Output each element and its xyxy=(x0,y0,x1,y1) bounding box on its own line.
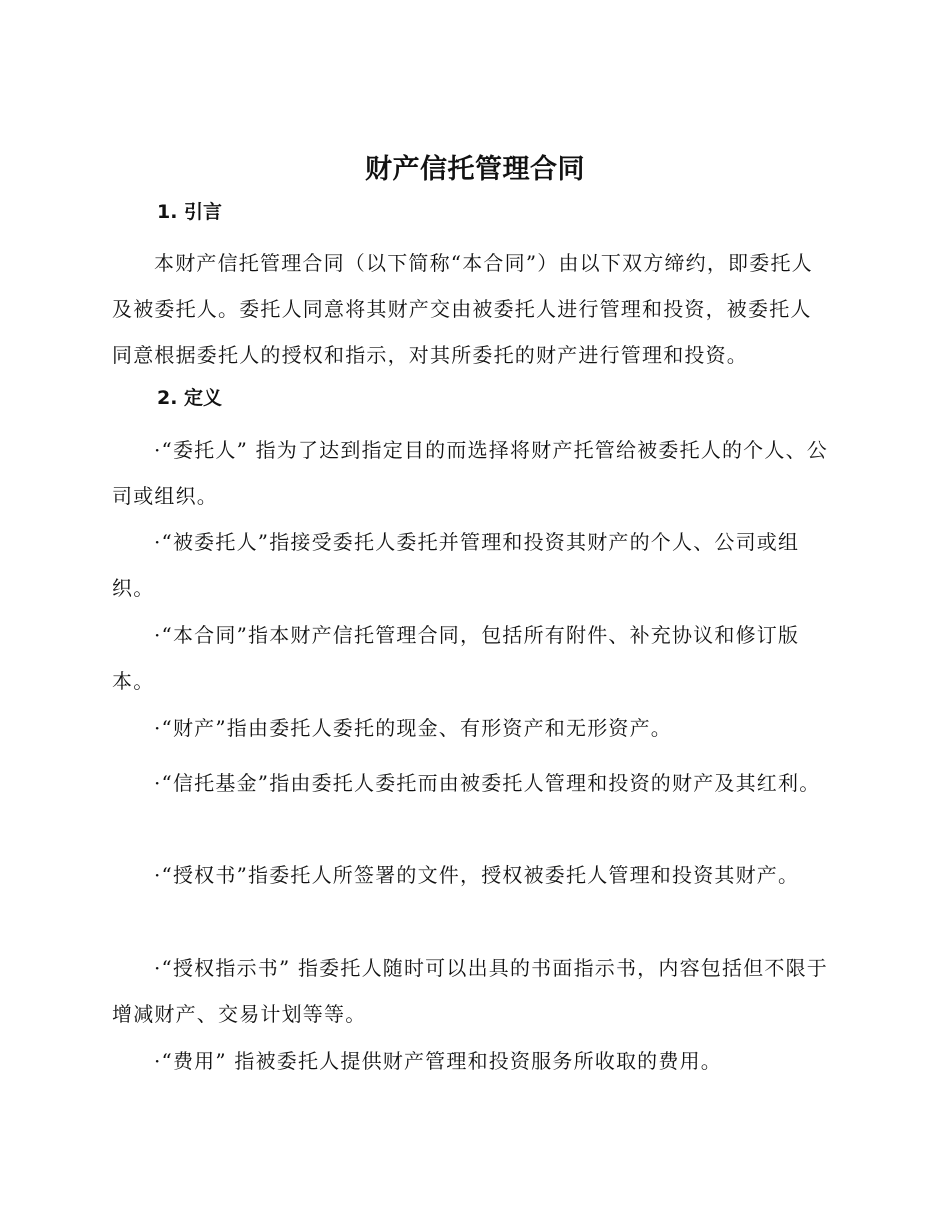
definition-item-instruction: ·“授权指示书” 指委托人随时可以出具的书面指示书，内容包括但不限于增减财产、交易计划等等。 xyxy=(112,956,828,1026)
definition-item-fees: ·“费用” 指被委托人提供财产管理和投资服务所收取的费用。 xyxy=(154,1049,722,1073)
introduction-paragraph: 本财产信托管理合同（以下简称“本合同”）由以下双方缔约，即委托人及被委托人。委托人同意将其财产交由被委托人进行管理和投资，被委托人同意根据委托人的授权和指示，对其所委托的财产进行管理和投资。 xyxy=(112,251,813,367)
definition-item-authorization: ·“授权书”指委托人所签署的文件，授权被委托人管理和投资其财产。 xyxy=(154,863,800,887)
document-title: 财产信托管理合同 xyxy=(365,154,585,185)
definition-item-trust-fund: ·“信托基金”指由委托人委托而由被委托人管理和投资的财产及其红利。 xyxy=(154,771,821,795)
definition-item-contract: ·“本合同”指本财产信托管理合同，包括所有附件、补充协议和修订版本。 xyxy=(112,623,800,693)
definition-item-property: ·“财产”指由委托人委托的现金、有形资产和无形资产。 xyxy=(154,716,673,740)
section-heading-introduction: 1. 引言 xyxy=(157,201,223,223)
definition-item-trustee: ·“被委托人”指接受委托人委托并管理和投资其财产的个人、公司或组织。 xyxy=(112,530,800,600)
definition-item-principal: ·“委托人” 指为了达到指定目的而选择将财产托管给被委托人的个人、公司或组织。 xyxy=(112,438,828,508)
section-heading-definitions: 2. 定义 xyxy=(157,387,223,409)
